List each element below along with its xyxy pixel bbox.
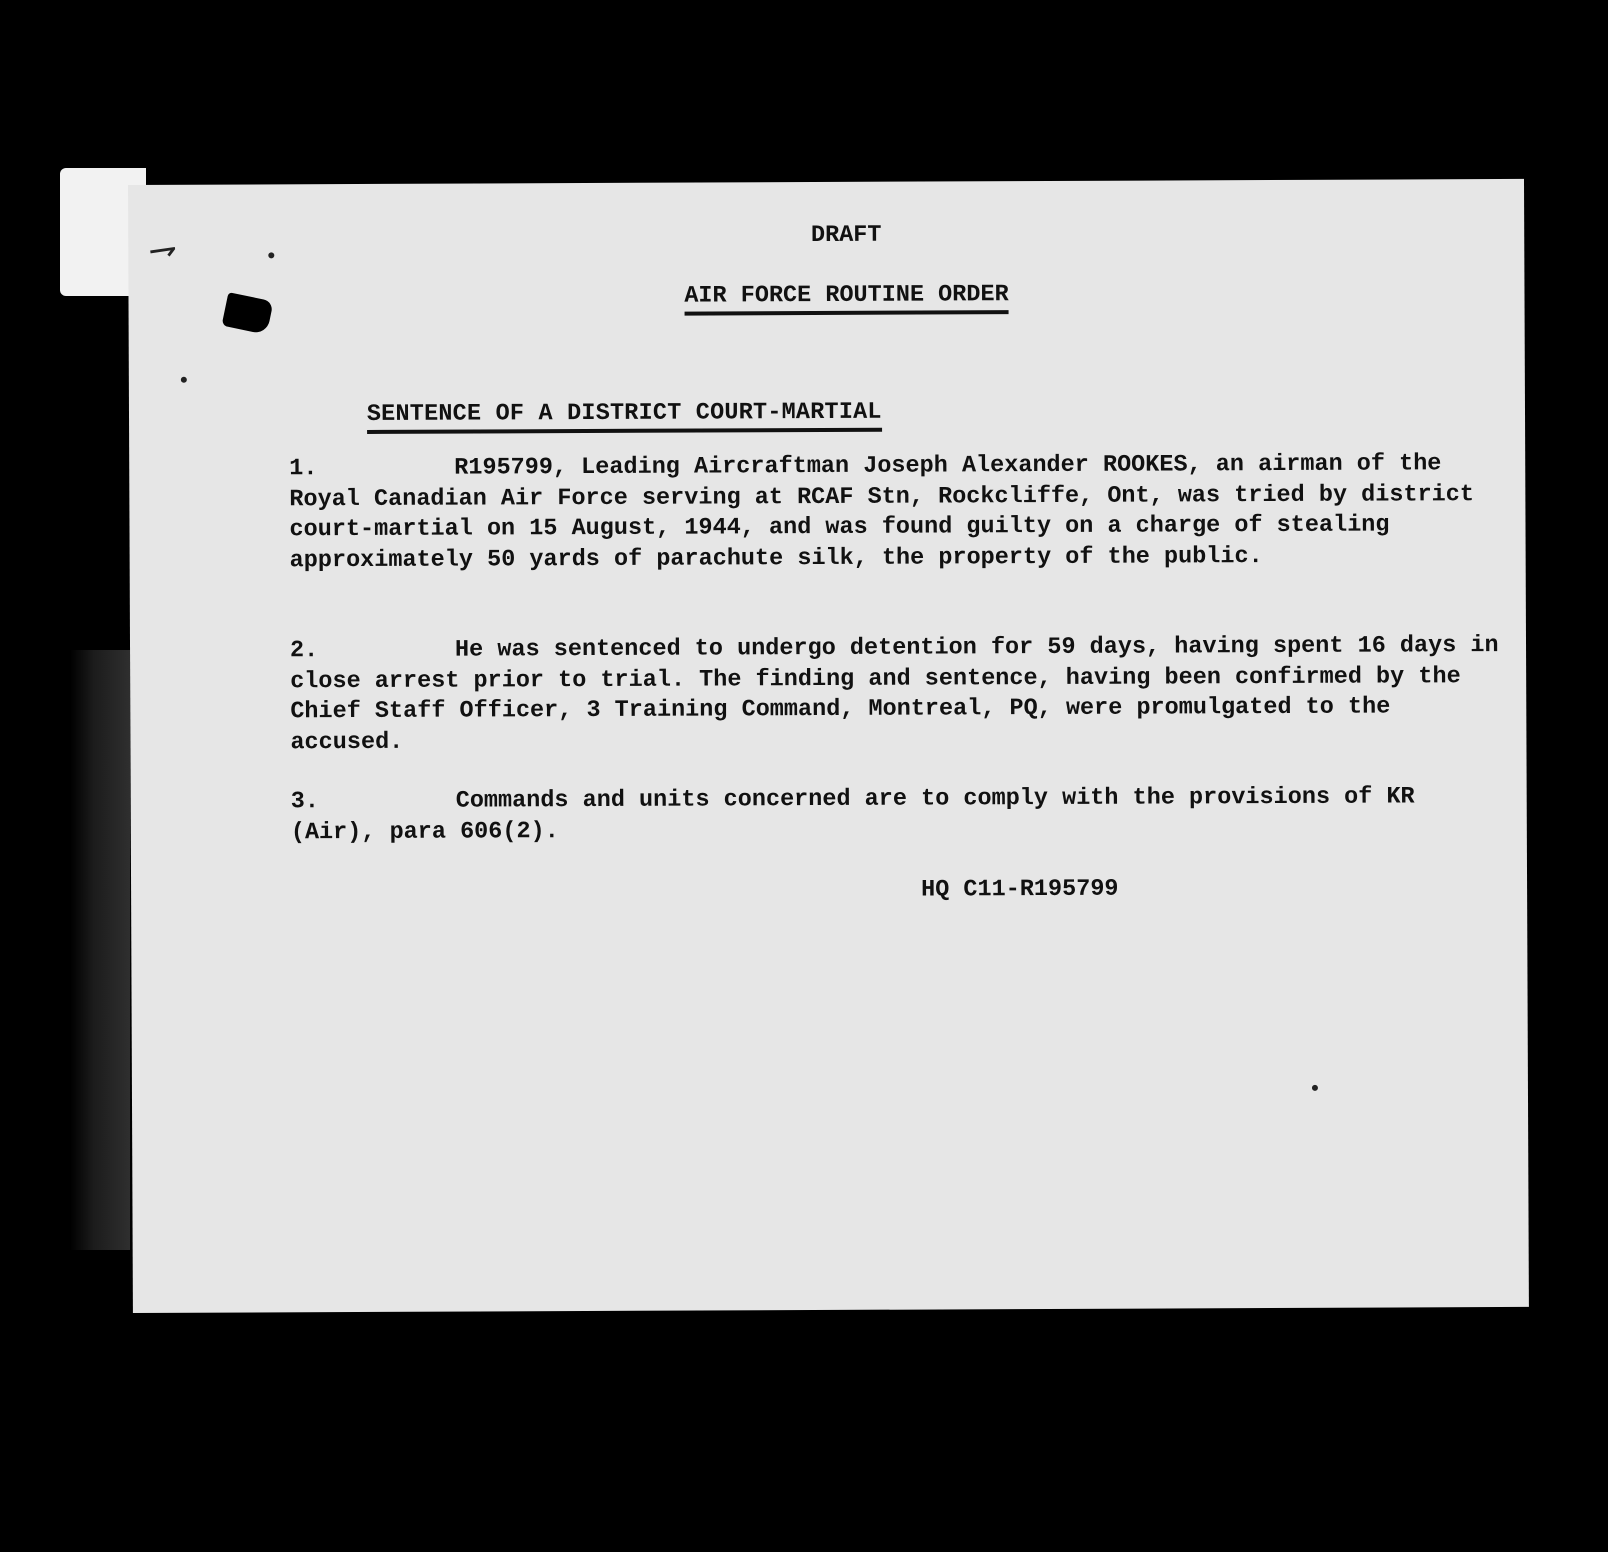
paragraph-number: 2. — [289, 637, 319, 665]
paragraph-text: Commands and units concerned are to comply with the provisions of KR (Air), para 606(2). — [290, 783, 1415, 846]
ink-dot — [1312, 1085, 1318, 1091]
paragraph-3 — [291, 782, 1501, 848]
paragraph-1 — [289, 449, 1500, 576]
paragraph-text: He was sentenced to undergo detention for 59 days, having spent 16 days in close arrest prior to trial. The finding and sentence, having been confirmed by the Chief Staff Officer, 3 Training Command, Montreal, PQ, were promulgated to the accused. — [290, 632, 1499, 756]
paragraph-2 — [290, 631, 1501, 758]
file-reference: HQ C11-R195799 — [921, 875, 1119, 904]
paragraph-number: 3. — [290, 788, 319, 816]
paper-edge-shadow — [70, 650, 130, 1250]
document-title: AIR FORCE ROUTINE ORDER — [684, 281, 1009, 315]
title-wrapper — [148, 279, 1544, 318]
arrow-mark-icon: ⇁ — [145, 228, 180, 272]
paragraph-text: R195799, Leading Aircraftman Joseph Alexander ROOKES, an airman of the Royal Canadian Air Force serving at RCAF Stn, Rockcliffe, Ont, was tried by district court-martial on 15 August, 1944, and was found guilty on a charge of stealing approximately 50 yards of parachute silk, the property of the public. — [289, 450, 1475, 574]
ink-dot — [268, 252, 274, 258]
header-label: DRAFT — [810, 221, 882, 250]
document-subject: SENTENCE OF A DISTRICT COURT-MARTIAL — [367, 399, 882, 434]
document-page — [128, 179, 1529, 1313]
subject-wrapper — [281, 372, 882, 462]
paragraph-number: 1. — [289, 455, 318, 483]
ink-dot — [181, 377, 187, 383]
